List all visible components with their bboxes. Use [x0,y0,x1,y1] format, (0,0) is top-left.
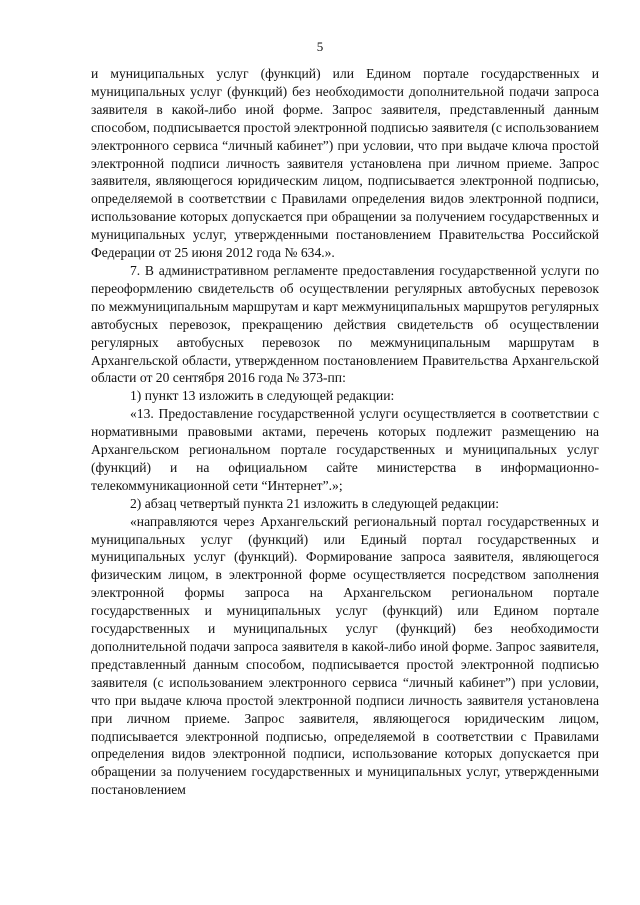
paragraph-quote-13: «13. Предоставление государственной услуги осуществляется в соответствии с нормативными правовыми актами, перечень которых подлежит размещению на Архангельском региональном портале государственных и муниципальных услуг (функций) и на официальном сайте министерства в информационно-телекоммуникационной сети “Интернет”.»; [91,406,599,493]
paragraph-quote-21: «направляются через Архангельский региональный портал государственных и муниципальных услуг (функций) или Единый портал государственных и муниципальных услуг (функций). Формирование запроса заявителя, являющегося физическим лицом, в электронной форме осуществляется посредством заполнения электронной формы запроса на Архангельском региональном портале государственных и муниципальных услуг (функций) или Едином портале государственных и муниципальных услуг (функций) без необходимости дополнительной подачи запроса заявителя в какой-либо иной форме. Запрос заявителя, представленный данным способом, подписывается простой электронной подписью заявителя (с использованием электронного сервиса “личный кабинет”) при условии, что при выдаче ключа простой электронной подписи личность заявителя установлена при личном приеме. Запрос заявителя, являющегося юридическим лицом, подписывается электронной подписью, определяемой в соответствии с Правилами определения видов электронной подписи, использование которых допускается при обращении за получением государственных и муниципальных услуг, утвержденными постановлением [91,513,599,798]
paragraph-subitem-1: 1) пункт 13 изложить в следующей редакции: [130,388,395,404]
paragraph-item-7: 7. В административном регламенте предоставления государственной услуги по переоформлению свидетельств об осуществлении регулярных автобусных перевозок по межмуниципальным маршрутам и карт межмуниципальных маршрутов регулярных автобусных перевозок, прекращению действия свидетельств об осуществлении регулярных автобусных перевозок по межмуниципальным маршрутам в Архангельской области, утвержденном постановлением Правительства Архангельской области от 20 сентября 2016 года № 373-пп: [91,262,599,386]
paragraph-continuation: и муниципальных услуг (функций) или Едином портале государственных и муниципальных услуг (функций) без необходимости дополнительной подачи запроса заявителя в какой-либо иной форме. Запрос заявителя, представленный данным способом, подписывается простой электронной подписью заявителя (с использованием электронного сервиса “личный кабинет”) при условии, что при выдаче ключа простой электронной подписи личность заявителя установлена при личном приеме. Запрос заявителя, являющегося юридическим лицом, подписывается электронной подписью, определяемой в соответствии с Правилами определения видов электронной подписи, использование которых допускается при обращении за получением государственных и муниципальных услуг, утвержденными постановлением Правительства Российской Федерации от 25 июня 2012 года № 634.». [91,66,599,261]
page-number: 5 [316,39,324,54]
document-body [91,65,599,799]
paragraph-subitem-2: 2) абзац четвертый пункта 21 изложить в следующей редакции: [130,495,500,511]
